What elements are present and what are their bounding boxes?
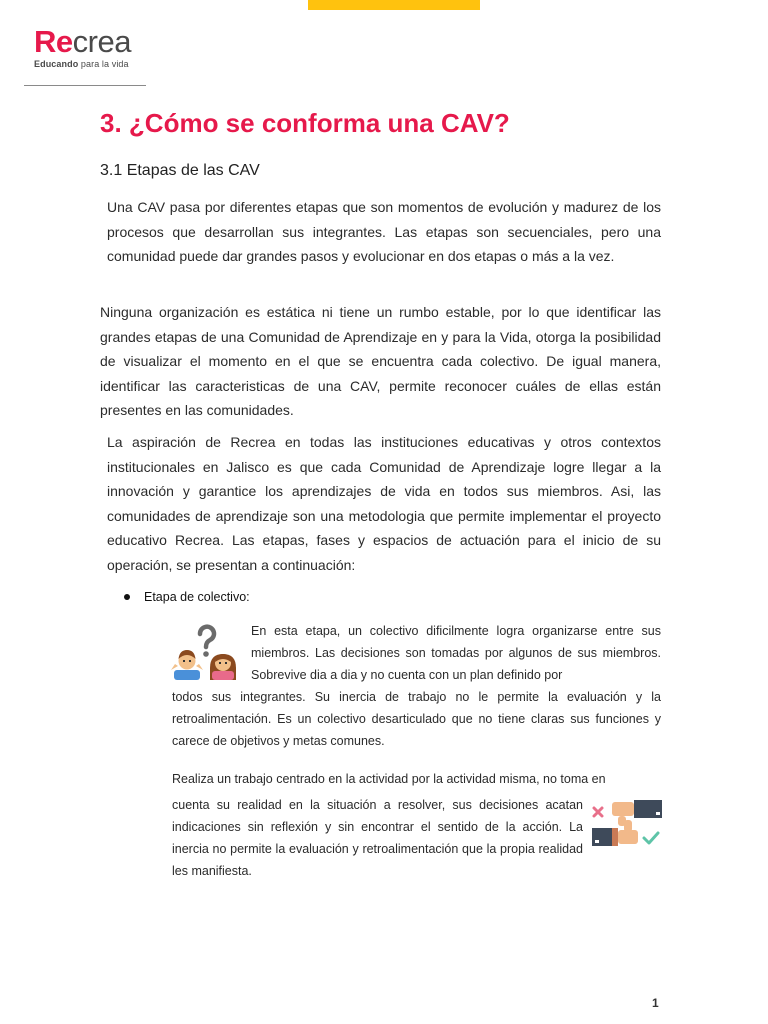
section-heading: 3.1 Etapas de las CAV: [100, 162, 260, 179]
stage-paragraph-continued: todos sus integrantes. Su inercia de trabajo no le permite la evaluación y la retroalimentación. Es un colectivo desarticulado que no tiene claras sus funciones y carece de objetivos y metas comunes.: [172, 690, 661, 748]
header-divider: [24, 85, 146, 86]
page-number: 1: [652, 996, 659, 1010]
logo-tagline-bold: Educando: [34, 59, 79, 69]
confused-people-icon: [170, 620, 244, 680]
logo-tagline: [34, 59, 131, 69]
thumbs-up-down-icon: [590, 798, 666, 854]
paragraph: Ninguna organización es estática ni tiene un rumbo estable, por lo que identificar las grandes etapas de una Comunidad de Aprendizaje en y para la Vida, otorga la posibilidad de visualizar el momento en el que se encuentra cada colectivo. De igual manera, identificar las caracteristicas de una CAV, permite reconocer cuáles de ellas están presentes en las comunidades.: [100, 304, 661, 418]
paragraph: Una CAV pasa por diferentes etapas que son momentos de evolución y madurez de los procesos que desarrollan sus integrantes. Las etapas son secuenciales, pero una comunidad puede dar grandes pasos y evolucionar en dos etapas o más a la vez.: [107, 199, 661, 264]
stage-paragraph-continued: cuenta su realidad en la situación a resolver, sus decisiones acatan indicaciones sin reflexión y sin encontrar el sentido de la acción. La inercia no permite la evaluación y retroalimentación que la propia realidad les manifiesta.: [172, 798, 583, 878]
bullet-item-etapa-colectivo: [124, 590, 250, 604]
bullet-dot: [124, 594, 130, 600]
page-title: 3. ¿Cómo se conforma una CAV?: [100, 108, 510, 138]
bullet-label: Etapa de colectivo:: [144, 590, 250, 604]
paragraph: La aspiración de Recrea en todas las instituciones educativas y otros contextos institucionales en Jalisco es que cada Comunidad de Aprendizaje logre llegar a la innovación y garantice los aprendizajes de vida en todos sus miembros. Asi, las comunidades de aprendizaje son una metodologia que permite implementar el proyecto educativo Recrea. Las etapas, fases y espacios de actuación para el inicio de su operación, se presentan a continuación:: [107, 434, 661, 573]
stage-paragraph-intro: En esta etapa, un colectivo dificilmente logra organizarse entre sus miembros. Las decisiones son tomadas por algunos de sus miembros. Sobrevive dia a dia y no cuenta con un plan definido por: [251, 624, 661, 682]
logo-crea: crea: [72, 24, 131, 59]
top-accent-bar: [308, 0, 480, 10]
stage-paragraph-intro: Realiza un trabajo centrado en la actividad por la actividad misma, no toma en: [172, 772, 606, 786]
recrea-logo: [34, 26, 131, 69]
logo-re: Re: [34, 24, 73, 59]
logo-tagline-rest: para la vida: [78, 59, 129, 69]
